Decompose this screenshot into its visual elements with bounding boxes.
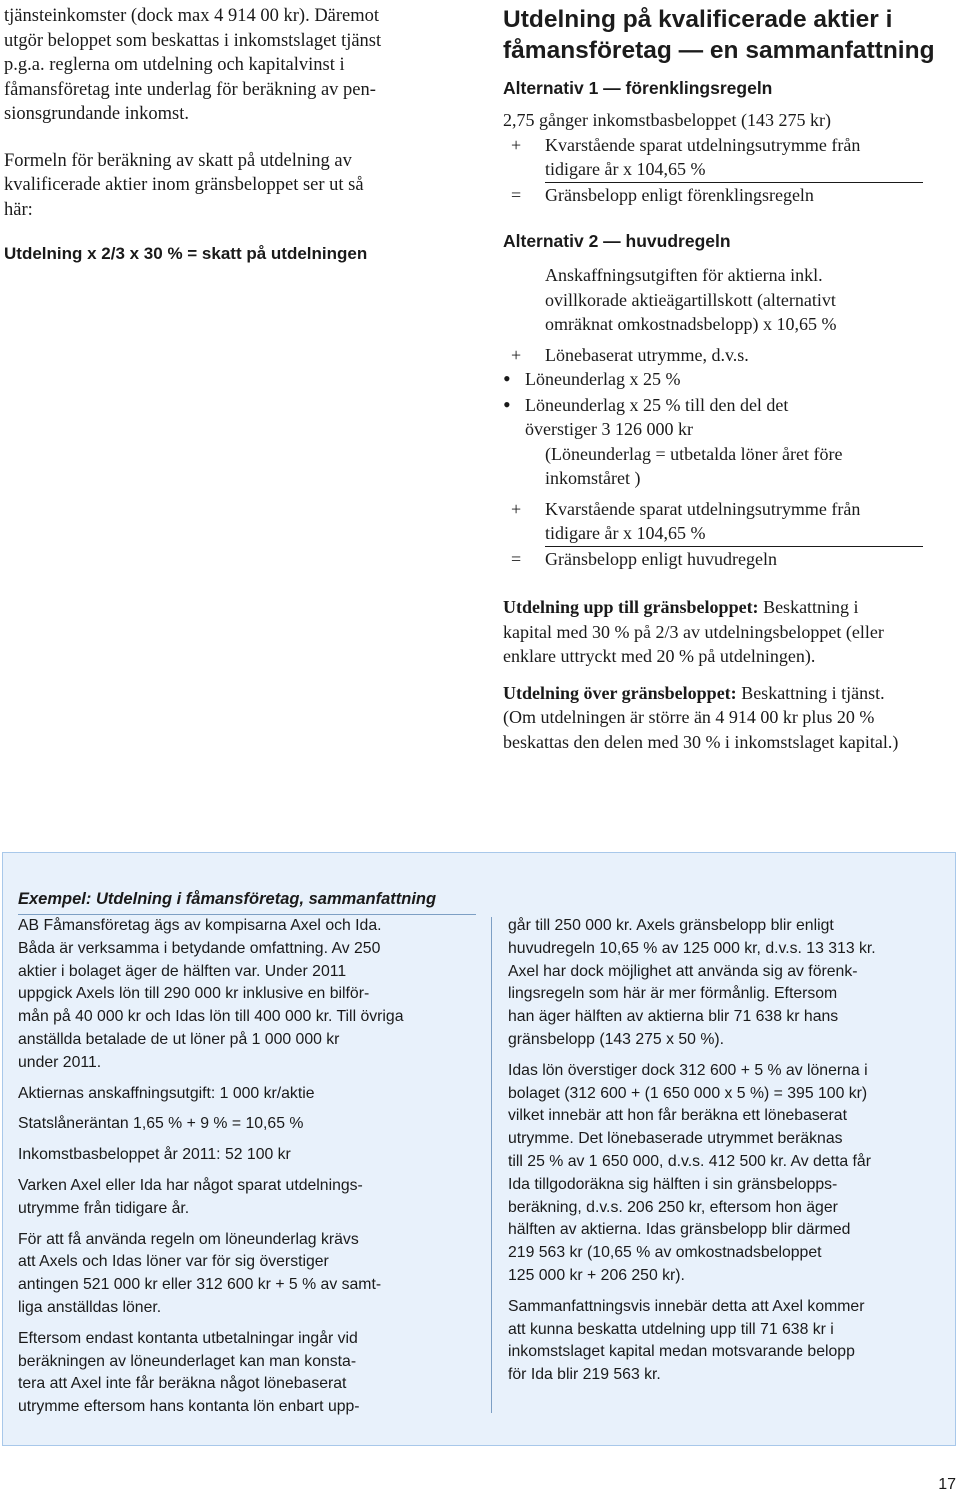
example-paragraph: Aktiernas anskaffningsutgift: 1 000 kr/aktie [18, 1084, 315, 1102]
plus-operator: + [511, 498, 522, 519]
dividend-up-to-limit: Utdelning upp till gränsbeloppet: Beskattning i kapital med 30 % på 2/3 av utdelningsbeloppet (eller enklare uttryckt med 20 % på utdelningen). [503, 597, 884, 666]
dividend-above-limit: Utdelning över gränsbeloppet: Beskattning i tjänst. (Om utdelningen är större än 4 914 00 kr plus 20 % beskattas den delen med 30 % i inkomstslaget kapital.) [503, 682, 899, 752]
column-divider [491, 917, 492, 1413]
alt2-salary-line: + Lönebaserat utrymme, d.v.s. [503, 343, 953, 368]
plus-operator: + [511, 134, 522, 155]
example-paragraph: Varken Axel eller Ida har något sparat utdelnings- utrymme från tidigare år. [18, 1176, 363, 1217]
example-paragraph: Idas lön överstiger dock 312 600 + 5 % av lönerna i bolaget (312 600 + (1 650 000 x 5 %) = 395 100 kr) vilket innebär att hon får beräkna ett lönebaserat utrymme. Det lönebaserade utrymmet beräknas till 25 % av 1 650 000, d.v.s. 412 500 kr. Av detta får Ida tillgodoräkna sig hälften i sin gränsbelopps- beräkning, d.v.s. 206 250 kr, eftersom hon äger hälften av aktierna. Idas gränsbelopp blir därmed 219 563 kr (10,65 % av omkostnadsbeloppet 125 000 kr + 206 250 kr). [508, 1061, 871, 1284]
example-paragraph: går till 250 000 kr. Axels gränsbelopp blir enligt huvudregeln 10,65 % av 125 000 kr, d.v.s. 13 313 kr. Axel har dock möjlighet att använda sig av förenk- lingsregeln som här är mer förmånlig. Eftersom han äger hälften av aktierna blir 71 638 kr hans gränsbelopp (143 275 x 50 %). [508, 917, 876, 1048]
left-paragraph-1: tjänsteinkomster (dock max 4 914 00 kr). Däremot utgör beloppet som beskattas i inkomstslaget tjänst p.g.a. reglerna om utdelning och kapitalvinst i fåmansföretag inte underlag för beräkning av pen- sionsgrundande inkomst. [4, 6, 382, 124]
example-left-column [18, 915, 458, 1427]
example-paragraph: AB Fåmansföretag ägs av kompisarna Axel och Ida. Båda är verksamma i betydande omfattning. Av 250 aktier i bolaget äger de hälften var. Under 2011 uppgick Axels lön till 290 000 kr inklusive en bilför- mån på 40 000 kr och Idas lön till 400 000 kr. Till övriga anställda betalade de ut löner på 1 000 000 kr under 2011. [18, 917, 404, 1071]
alt1-block [503, 108, 953, 207]
alt2-result-line: = Gränsbelopp enligt huvudregeln [503, 547, 953, 572]
example-title: Exempel: Utdelning i fåmansföretag, sammanfattning [18, 890, 437, 908]
alt2-heading: Alternativ 2 — huvudregeln [503, 231, 731, 251]
alt2-carryover-line: + Kvarstående sparat utdelningsutrymme från tidigare år x 104,65 % [503, 497, 953, 546]
equals-operator: = [511, 548, 522, 569]
alt1-line-3: = Gränsbelopp enligt förenklingsregeln [503, 183, 953, 208]
summary-title: Utdelning på kvalificerade aktier i fåmansföretag — en sammanfattning [503, 6, 935, 64]
page-number: 17 [938, 1476, 956, 1493]
example-paragraph: För att få använda regeln om löneunderlag krävs att Axels och Idas löner var för sig överstiger antingen 521 000 kr eller 312 600 kr + 5 % av samt- liga anställdas löner. [18, 1230, 382, 1316]
alt1-heading: Alternativ 1 — förenklingsregeln [503, 78, 773, 98]
alt1-line-1: 2,75 gånger inkomstbasbeloppet (143 275 kr) [503, 110, 831, 130]
left-column [4, 4, 444, 266]
bullet-list [503, 367, 953, 442]
example-right-column [508, 915, 938, 1395]
example-paragraph: Inkomstbasbeloppet år 2011: 52 100 kr [18, 1146, 291, 1164]
equals-operator: = [511, 184, 522, 205]
bullet-icon [503, 367, 525, 393]
example-box [2, 852, 956, 1446]
example-paragraph: Eftersom endast kontanta utbetalningar ingår vid beräkningen av löneunderlaget kan man konsta- tera att Axel inte får beräkna något lönebaserat utrymme eftersom hans kontanta lön enbart upp- [18, 1329, 360, 1416]
left-paragraph-2: Formeln för beräkning av skatt på utdelning av kvalificerade aktier inom gränsbeloppet ser ut så här: [4, 150, 364, 220]
summary-column [503, 4, 953, 754]
bullet-item: • Löneunderlag x 25 % [503, 367, 953, 393]
alt2-block: Anskaffningsutgiften för aktierna inkl. ovillkorade aktieägartillskott (alternativt omräknat omkostnadsbelopp) x 10,65 % + Lönebaserat utrymme, d.v.s. • Löneunderlag x 25 % • Löneunderlag x 25 % till den del det överstiger 3 126 000 kr (Löneunderlag = utbetalda löner året före inkomståret ) + Kvarstående sparat utdelningsutrymme från tidigare år x 104,65 % = Gränsbelopp enligt huvudregeln [503, 263, 953, 571]
tax-formula: Utdelning x 2/3 x 30 % = skatt på utdelningen [4, 244, 368, 263]
alt1-line-2: + Kvarstående sparat utdelningsutrymme från tidigare år x 104,65 % [503, 133, 953, 182]
plus-operator: + [511, 344, 522, 365]
example-paragraph: Statslåneräntan 1,65 % + 9 % = 10,65 % [18, 1115, 304, 1133]
bullet-item: • Löneunderlag x 25 % till den del det överstiger 3 126 000 kr [503, 393, 953, 442]
example-paragraph: Sammanfattningsvis innebär detta att Axel kommer att kunna beskatta utdelning upp till 71 638 kr i inkomstslaget kapital medan motsvarande belopp för Ida blir 219 563 kr. [508, 1297, 865, 1384]
bullet-icon [503, 393, 525, 442]
